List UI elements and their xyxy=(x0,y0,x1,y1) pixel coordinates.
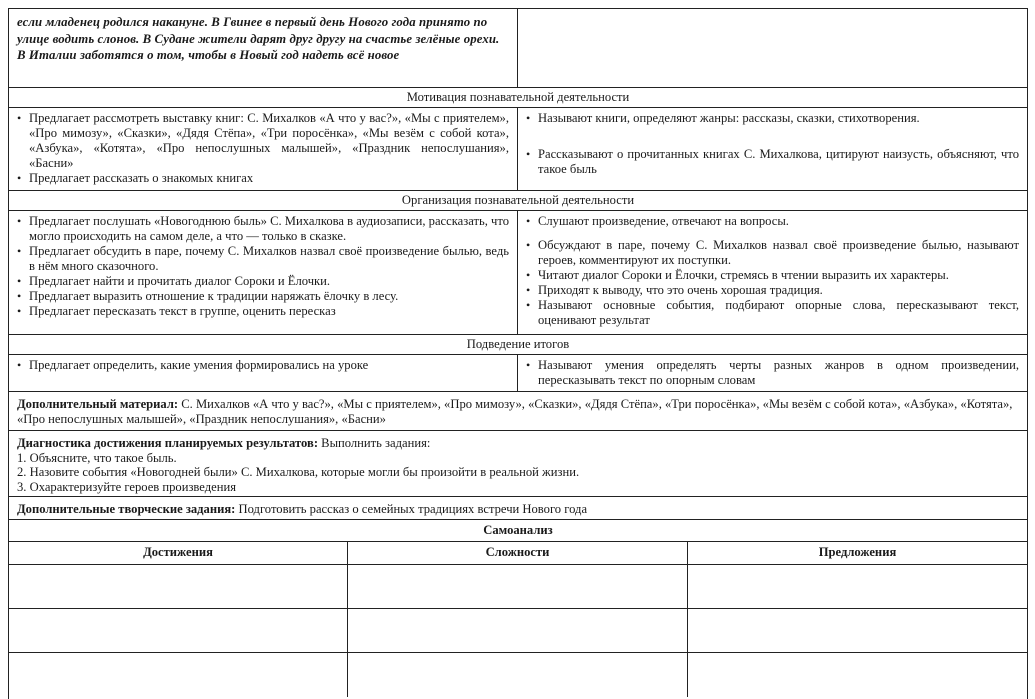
diagnostics-text: Выполнить задания: xyxy=(318,436,431,450)
intro-text: если младенец родился накануне. В Гвинее в первый день Нового года принято по улице водить слонов. В Судане жители дарят друг другу на счастье зелёные орехи. В Италии заботятся о том, чтобы в Новый год надеть всё новое xyxy=(9,9,518,87)
list-item: • Предлагает пересказать текст в группе, оценить пересказ xyxy=(17,304,509,319)
motivation-student-cell xyxy=(518,108,1027,190)
list-item: • Слушают произведение, отвечают на вопросы. xyxy=(526,214,1019,229)
lesson-plan-table xyxy=(8,8,1028,699)
creative-tasks xyxy=(9,497,1027,520)
list-item: • Предлагает обсудить в паре, почему С. Михалков назвал своё произведение былью, ведь в нём много сказочного. xyxy=(17,244,509,274)
diagnostics-item: 3. Охарактеризуйте героев произведения xyxy=(17,479,237,494)
creative-tasks-label: Дополнительные творческие задания: xyxy=(17,502,236,516)
additional-material xyxy=(9,392,1027,431)
list-item: • Называют основные события, подбирают опорные слова, пересказывают текст, оценивают результат xyxy=(526,298,1019,328)
summary-student-cell xyxy=(518,355,1027,391)
column-header-difficulties: Сложности xyxy=(348,542,688,564)
intro-row xyxy=(9,9,1027,88)
summary-teacher-cell xyxy=(9,355,518,391)
self-analysis-title: Самоанализ xyxy=(9,520,1027,542)
list-item: • Предлагает рассказать о знакомых книгах xyxy=(17,171,509,186)
table-row xyxy=(9,609,1027,653)
motivation-teacher-cell xyxy=(9,108,518,190)
empty-cell xyxy=(9,609,348,652)
list-item: • Предлагает найти и прочитать диалог Сороки и Ёлочки. xyxy=(17,274,509,289)
table-row xyxy=(9,653,1027,697)
creative-tasks-text: Подготовить рассказ о семейных традициях встречи Нового года xyxy=(235,502,588,516)
list-item: • Рассказывают о прочитанных книгах С. Михалкова, цитируют наизусть, объясняют, что такое быль xyxy=(526,147,1019,177)
list-item: • Предлагает послушать «Новогоднюю быль» С. Михалкова в аудиозаписи, рассказать, что могло происходить на самом деле, а что — только в сказке. xyxy=(17,214,509,244)
empty-cell xyxy=(688,565,1027,608)
diagnostics-label: Диагностика достижения планируемых результатов: xyxy=(17,436,319,450)
diagnostics-item: 1. Объясните, что такое быль. xyxy=(17,450,177,465)
organization-teacher-cell xyxy=(9,211,518,334)
organization-row xyxy=(9,211,1027,335)
table-row xyxy=(9,565,1027,609)
motivation-row xyxy=(9,108,1027,191)
list-item: • Приходят к выводу, что это очень хорошая традиция. xyxy=(526,283,1019,298)
list-item: • Предлагает выразить отношение к традиции наряжать ёлочку в лесу. xyxy=(17,289,509,304)
empty-cell xyxy=(348,653,688,697)
list-item: • Предлагает рассмотреть выставку книг: С. Михалков «А что у вас?», «Мы с приятелем», «Про мимозу», «Сказки», «Дядя Стёпа», «Три поросёнка», «Мы везём с собой кота», «Азбука», «Котята», «Про непослушных малышей», «Праздник непослушания», «Басни» xyxy=(17,111,509,171)
diagnostics-item: 2. Назовите события «Новогодней были» С. Михалкова, которые могли бы произойти в реальной жизни. xyxy=(17,465,580,479)
list-item: • Называют умения определять черты разных жанров в одном произведении, пересказывать текст по опорным словам xyxy=(526,358,1019,388)
list-item: • Предлагает определить, какие умения формировались на уроке xyxy=(17,358,509,373)
section-title-motivation: Мотивация познавательной деятельности xyxy=(9,88,1027,108)
list-item: • Обсуждают в паре, почему С. Михалков назвал своё произведение былью, называют героев, комментируют их поступки. xyxy=(526,238,1019,268)
additional-material-label: Дополнительный материал: xyxy=(17,397,179,411)
intro-empty-cell xyxy=(518,9,1027,87)
list-item: • Называют книги, определяют жанры: рассказы, сказки, стихотворения. xyxy=(526,111,1019,126)
empty-cell xyxy=(688,609,1027,652)
list-item: • Читают диалог Сороки и Ёлочки, стремясь в чтении выразить их характеры. xyxy=(526,268,1019,283)
organization-student-cell xyxy=(518,211,1027,334)
empty-cell xyxy=(348,609,688,652)
empty-cell xyxy=(688,653,1027,697)
empty-cell xyxy=(9,653,348,697)
empty-cell xyxy=(9,565,348,608)
diagnostics xyxy=(9,431,1027,497)
empty-cell xyxy=(348,565,688,608)
column-header-achievements: Достижения xyxy=(9,542,348,564)
self-analysis-header xyxy=(9,542,1027,565)
column-header-suggestions: Предложения xyxy=(818,545,897,559)
summary-row xyxy=(9,355,1027,392)
section-title-organization: Организация познавательной деятельности xyxy=(9,191,1027,211)
section-title-summary: Подведение итогов xyxy=(9,335,1027,355)
additional-material-text: С. Михалков «А что у вас?», «Мы с приятелем», «Про мимозу», «Сказки», «Дядя Стёпа», «Три поросёнка», «Мы везём с собой кота», «Азбука», «Котята», «Про непослушных малышей», «Праздник непослушания», «Басни» xyxy=(17,397,1013,426)
